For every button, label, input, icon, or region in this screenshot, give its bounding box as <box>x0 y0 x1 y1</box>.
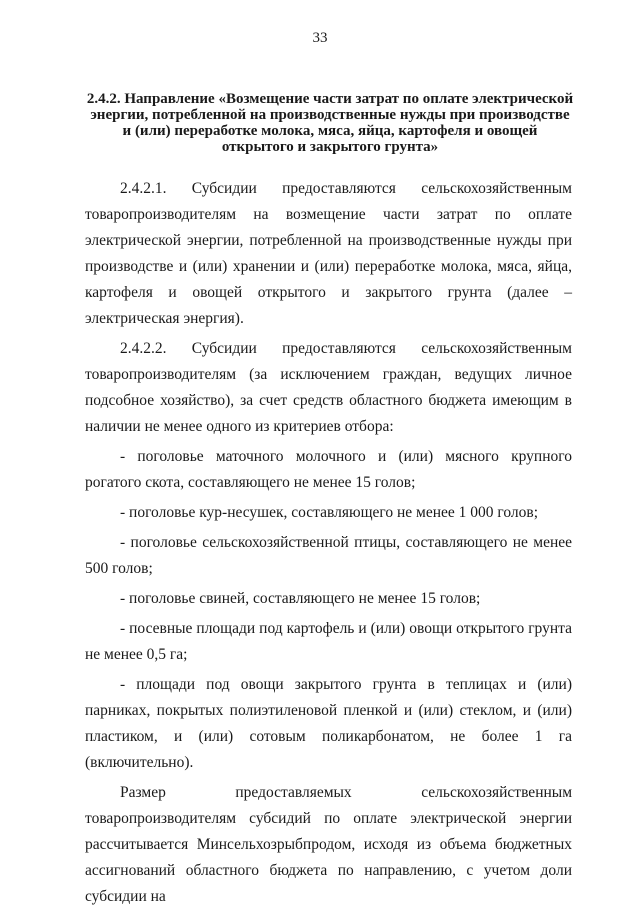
paragraph-2-4-2-1: 2.4.2.1. Субсидии предоставляются сельскохозяйственным товаропроизводителям на возмещение части затрат по оплате электрической энергии, потребленной на производственные нужды при производстве и (или) хранении и (или) переработке молока, мяса, яйца, картофеля и овощей открытого и закрытого грунта (далее – электрическая энергия). <box>85 180 572 327</box>
criterion-pigs: - поголовье свиней, составляющего не менее 15 голов; <box>120 590 481 607</box>
section-body <box>85 176 572 910</box>
page-number: 33 <box>312 30 328 46</box>
criterion-poultry: - поголовье сельскохозяйственной птицы, составляющего не менее 500 голов; <box>85 534 572 577</box>
criterion-cattle: - поголовье маточного молочного и (или) мясного крупного рогатого скота, составляющего не менее 15 голов; <box>85 448 572 491</box>
criterion-hens: - поголовье кур-несушек, составляющего не менее 1 000 голов; <box>120 504 539 521</box>
paragraph-subsidy-amount: Размер предоставляемых сельскохозяйственным товаропроизводителям субсидий по оплате электрической энергии рассчитывается Минсельхозрыбпродом, исходя из объема бюджетных ассигнований областного бюджета по направлению, с учетом доли субсидии на <box>85 784 572 905</box>
paragraph-2-4-2-2: 2.4.2.2. Субсидии предоставляются сельскохозяйственным товаропроизводителям (за исключением граждан, ведущих личное подсобное хозяйство), за счет средств областного бюджета имеющим в наличии не менее одного из критериев отбора: <box>85 340 572 435</box>
section-heading: 2.4.2. Направление «Возмещение части затрат по оплате электрической энергии, потребленной на производственные нужды при производстве и (или) переработке молока, мяса, яйца, картофеля и овощей открытого и закрытого грунта» <box>86 91 574 155</box>
criterion-open-field-area: - посевные площади под картофель и (или) овощи открытого грунта не менее 0,5 га; <box>85 620 572 663</box>
criterion-greenhouse-area: - площади под овощи закрытого грунта в теплицах и (или) парниках, покрытых полиэтиленовой пленкой и (или) стеклом, и (или) пластиком, и (или) сотовым поликарбонатом, не более 1 га (включительно). <box>85 676 572 771</box>
